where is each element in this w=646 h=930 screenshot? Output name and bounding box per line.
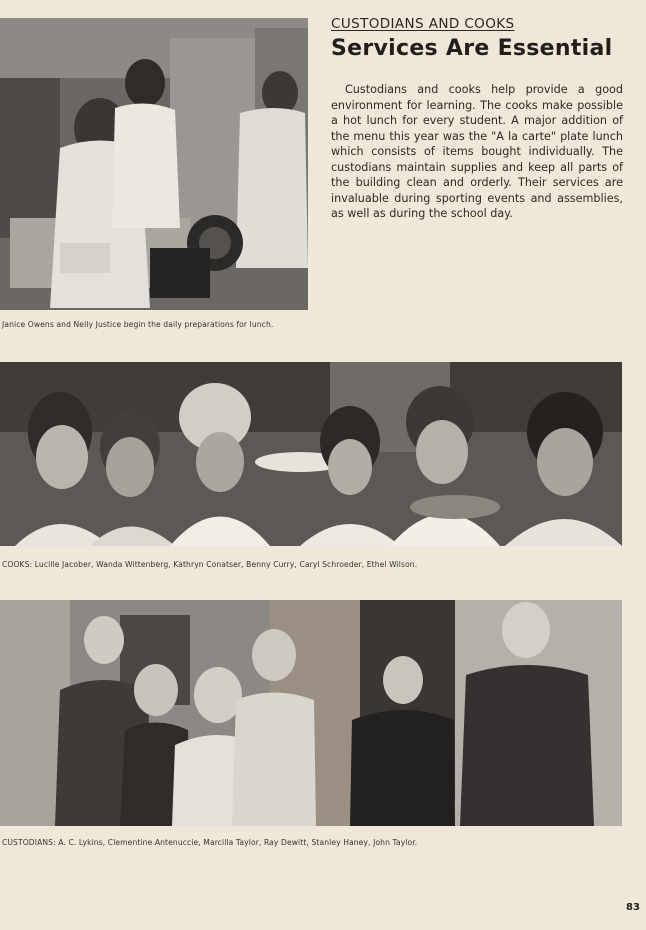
page-number: 83 xyxy=(626,902,640,913)
cooks-photo-graphic xyxy=(0,362,622,546)
article-body: Custodians and cooks help provide a good environment for learning. The cooks make possible a hot lunch for every student. A major addition of the menu this year was the "A la carte" plate lunch which consists of items bought individually. The custodians maintain supplies and keep all parts of the building clean and orderly. Their services are invaluable during sporting events and assemblies, as well as during the school day. xyxy=(331,83,623,220)
kitchen-photo-caption: Janice Owens and Nelly Justice begin the daily preparations for lunch. xyxy=(2,320,274,329)
section-kicker: CUSTODIANS AND COOKS xyxy=(331,16,515,32)
cooks-photo xyxy=(0,362,622,546)
custodians-photo-caption: CUSTODIANS: A. C. Lykins, Clementine Antenuccie, Marcilla Taylor, Ray Dewitt, Stanley Haney, John Taylor. xyxy=(2,838,418,847)
kitchen-photo xyxy=(0,18,308,310)
kitchen-photo-graphic xyxy=(0,18,308,310)
custodians-photo-graphic xyxy=(0,600,622,826)
page-headline: Services Are Essential xyxy=(331,36,613,61)
custodians-photo xyxy=(0,600,622,826)
cooks-photo-caption: COOKS: Lucille Jacober, Wanda Wittenberg, Kathryn Conatser, Benny Curry, Caryl Schroeder, Ethel Wilson. xyxy=(2,560,418,569)
